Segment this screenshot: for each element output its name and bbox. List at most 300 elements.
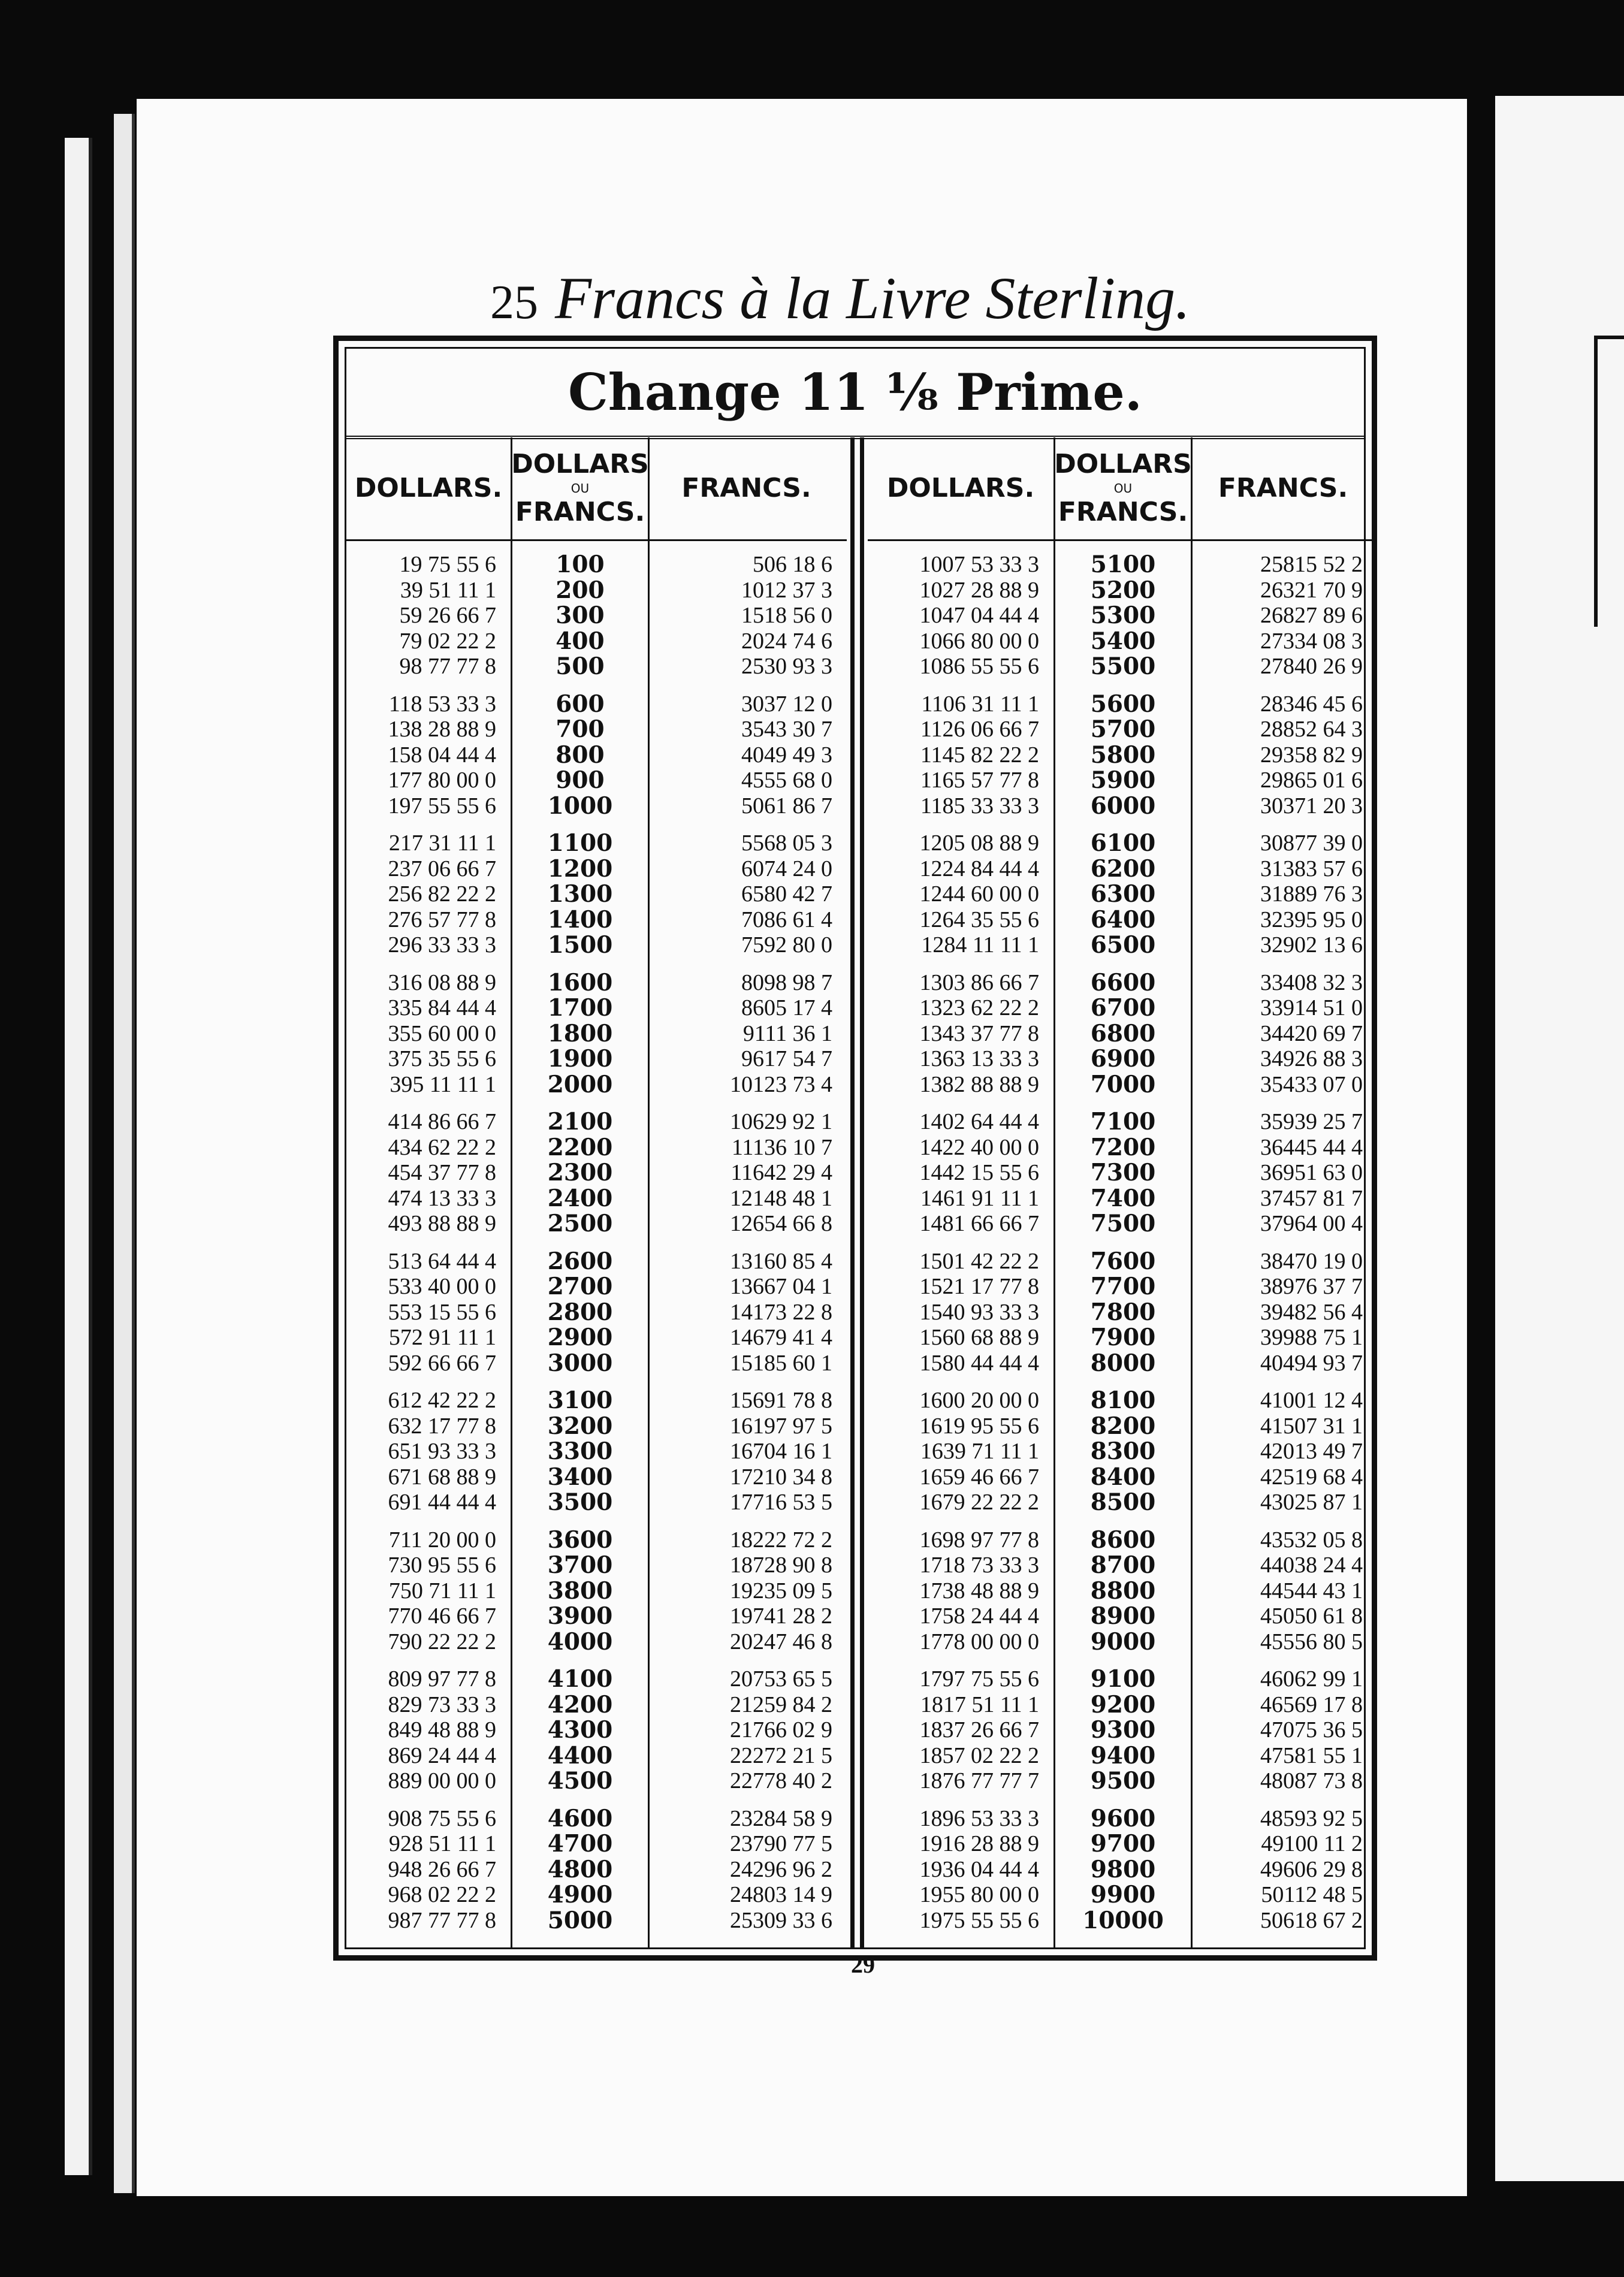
table-cell: 1145 82 22 2: [920, 742, 1039, 768]
row-group: [646, 1249, 847, 1376]
table-cell: 5300: [1090, 602, 1156, 629]
table-cell: 7300: [1090, 1159, 1156, 1186]
table-cell: 42519 68 4: [1260, 1464, 1363, 1490]
table-cell: 8700: [1090, 1551, 1156, 1579]
table-cell: 2900: [547, 1324, 613, 1351]
table-cell: 32902 13 6: [1260, 932, 1363, 958]
table-cell: 13160 85 4: [730, 1248, 832, 1274]
exchange-table: [333, 336, 1377, 1961]
table-cell: 2800: [547, 1298, 613, 1326]
table-cell: 5600: [1090, 690, 1156, 718]
row-group: [346, 1388, 511, 1515]
table-cell: 1797 75 55 6: [919, 1666, 1039, 1692]
table-cell: 7800: [1090, 1298, 1156, 1326]
table-cell: 1224 84 44 4: [919, 856, 1039, 881]
row-group: [1055, 970, 1191, 1098]
table-cell: 7400: [1090, 1184, 1156, 1212]
table-cell: 1012 37 3: [741, 577, 832, 603]
table-cell: 47581 55 1: [1260, 1743, 1363, 1768]
table-cell: 276 57 77 8: [388, 907, 496, 932]
table-cell: 500: [556, 653, 605, 680]
table-cell: 1521 17 77 8: [919, 1274, 1039, 1299]
row-group: [1189, 1666, 1377, 1794]
table-cell: 6100: [1090, 829, 1156, 857]
table-cell: 968 02 22 2: [388, 1882, 496, 1907]
table-cell: 592 66 66 7: [388, 1350, 496, 1376]
table-cell: 8800: [1090, 1577, 1156, 1605]
table-cell: 1955 80 00 0: [919, 1882, 1039, 1907]
row-group: [512, 1666, 648, 1794]
table-cell: 800: [556, 741, 605, 769]
table-cell: 9900: [1090, 1881, 1156, 1908]
francs-column-header: FRANCS.: [1189, 437, 1377, 541]
table-cell: 1896 53 33 3: [919, 1805, 1039, 1831]
table-cell: 8605 17 4: [741, 995, 832, 1020]
table-cell: 1244 60 00 0: [919, 881, 1039, 907]
table-cell: 2600: [547, 1247, 613, 1275]
table-cell: 11642 29 4: [731, 1160, 832, 1185]
table-cell: 25309 33 6: [730, 1907, 832, 1933]
table-cell: 8200: [1090, 1412, 1156, 1440]
table-cell: 1800: [547, 1019, 613, 1047]
table-cell: 1639 71 11 1: [920, 1439, 1039, 1464]
table-cell: 19235 09 5: [730, 1578, 832, 1603]
table-cell: 7700: [1090, 1273, 1156, 1300]
row-group: [1055, 1388, 1191, 1515]
table-cell: 2200: [547, 1133, 613, 1161]
units-values: [1055, 541, 1191, 1933]
table-cell: 30371 20 3: [1260, 793, 1363, 819]
table-cell: 1264 35 55 6: [919, 907, 1039, 932]
table-cell: 158 04 44 4: [388, 742, 496, 768]
table-cell: 14679 41 4: [730, 1325, 832, 1350]
table-cell: 7600: [1090, 1247, 1156, 1275]
table-cell: 1936 04 44 4: [919, 1856, 1039, 1882]
row-group: [512, 1388, 648, 1515]
table-cell: 1382 88 88 9: [919, 1071, 1039, 1097]
table-cell: 31383 57 6: [1260, 856, 1363, 881]
table-cell: 1758 24 44 4: [919, 1603, 1039, 1629]
table-cell: 47075 36 5: [1260, 1717, 1363, 1743]
table-cell: 651 93 33 3: [388, 1439, 496, 1464]
table-cell: 1857 02 22 2: [919, 1743, 1039, 1768]
table-cell: 98 77 77 8: [399, 654, 496, 679]
table-cell: 28852 64 3: [1260, 717, 1363, 742]
table-cell: 3400: [547, 1463, 613, 1491]
table-cell: 1284 11 11 1: [921, 932, 1039, 958]
dollars-column: [868, 437, 1054, 1947]
center-double-rule: [847, 437, 868, 1947]
table-cell: 1461 91 11 1: [920, 1185, 1039, 1211]
units-header-dollars: DOLLARS: [511, 449, 649, 479]
table-cell: 9000: [1090, 1627, 1156, 1656]
table-cell: 100: [556, 551, 605, 578]
table-cell: 730 95 55 6: [388, 1553, 496, 1578]
table-cell: 987 77 77 8: [388, 1907, 496, 1933]
table-cell: 5500: [1090, 653, 1156, 680]
table-cell: 40494 93 7: [1260, 1350, 1363, 1376]
table-cell: 7200: [1090, 1133, 1156, 1161]
row-group: [868, 1666, 1054, 1794]
table-cell: 2000: [547, 1070, 613, 1098]
table-cell: 43025 87 1: [1260, 1490, 1363, 1515]
table-cell: 20753 65 5: [730, 1666, 832, 1692]
row-group: [346, 1527, 511, 1655]
table-cell: 50618 67 2: [1260, 1907, 1363, 1933]
table-cell: 28346 45 6: [1260, 691, 1363, 717]
row-group: [512, 970, 648, 1098]
table-cell: 4100: [547, 1665, 613, 1693]
table-cell: 6400: [1090, 905, 1156, 934]
table-cell: 8400: [1090, 1463, 1156, 1491]
table-cell: 2700: [547, 1273, 613, 1300]
table-cell: 7000: [1090, 1070, 1156, 1098]
table-cell: 8098 98 7: [741, 970, 832, 995]
francs-column: [1189, 437, 1377, 1947]
table-cell: 3200: [547, 1412, 613, 1440]
table-cell: 42013 49 7: [1260, 1439, 1363, 1464]
row-group: [1189, 1388, 1377, 1515]
table-cell: 9111 36 1: [742, 1020, 832, 1046]
table-cell: 300: [556, 602, 605, 629]
table-cell: 41001 12 4: [1260, 1388, 1363, 1413]
table-cell: 6700: [1090, 994, 1156, 1022]
table-cell: 18222 72 2: [730, 1527, 832, 1553]
table-cell: 7592 80 0: [741, 932, 832, 958]
table-cell: 45556 80 5: [1260, 1629, 1363, 1654]
table-cell: 1363 13 33 3: [919, 1046, 1039, 1071]
row-group: [346, 1249, 511, 1376]
row-group: [346, 552, 511, 680]
table-cell: 41507 31 1: [1260, 1413, 1363, 1439]
row-group: [1055, 1249, 1191, 1376]
table-cell: 200: [556, 576, 605, 604]
table-cell: 5800: [1090, 741, 1156, 769]
table-cell: 12148 48 1: [730, 1185, 832, 1211]
row-group: [868, 831, 1054, 958]
table-cell: 39988 75 1: [1260, 1325, 1363, 1350]
table-cell: 2530 93 3: [741, 654, 832, 679]
table-cell: 1027 28 88 9: [919, 577, 1039, 603]
row-group: [1055, 552, 1191, 680]
row-group: [346, 691, 511, 819]
francs-values: [1189, 541, 1377, 1933]
page-number-top: 25: [490, 276, 538, 329]
table-cell: 7500: [1090, 1210, 1156, 1237]
francs-column: [646, 437, 847, 1947]
table-cell: 829 73 33 3: [388, 1692, 496, 1717]
table-cell: 24803 14 9: [730, 1882, 832, 1907]
table-cell: 4600: [547, 1804, 613, 1832]
table-cell: 1679 22 22 2: [919, 1490, 1039, 1515]
row-group: [512, 1527, 648, 1655]
table-cell: 1600 20 00 0: [919, 1388, 1039, 1413]
table-cell: 7086 61 4: [741, 907, 832, 932]
row-group: [346, 831, 511, 958]
table-cell: 600: [556, 690, 605, 718]
table-cell: 948 26 66 7: [388, 1856, 496, 1882]
table-cell: 7100: [1090, 1108, 1156, 1136]
table-cell: 34926 88 3: [1260, 1046, 1363, 1071]
table-cell: 4900: [547, 1881, 613, 1908]
table-cell: 553 15 55 6: [388, 1299, 496, 1325]
table-cell: 17210 34 8: [730, 1464, 832, 1490]
table-cell: 26827 89 6: [1260, 603, 1363, 628]
running-title: [490, 264, 1269, 342]
table-cell: 474 13 33 3: [388, 1185, 496, 1211]
table-cell: 1323 62 22 2: [919, 995, 1039, 1020]
table-cell: 4400: [547, 1741, 613, 1769]
table-cell: 16197 97 5: [730, 1413, 832, 1439]
table-cell: 10000: [1082, 1906, 1164, 1934]
table-cell: 48087 73 8: [1260, 1768, 1363, 1793]
table-heading: Change 11 ⅛ Prime.: [346, 349, 1364, 439]
table-cell: 1700: [547, 994, 613, 1022]
table-cell: 1066 80 00 0: [919, 628, 1039, 654]
table-cell: 138 28 88 9: [388, 717, 496, 742]
table-cell: 39482 56 4: [1260, 1299, 1363, 1325]
table-cell: 849 48 88 9: [388, 1717, 496, 1743]
table-cell: 10629 92 1: [730, 1109, 832, 1134]
table-cell: 9400: [1090, 1741, 1156, 1769]
table-cell: 59 26 66 7: [399, 603, 496, 628]
table-cell: 6900: [1090, 1045, 1156, 1073]
table-cell: 6300: [1090, 880, 1156, 908]
table-cell: 256 82 22 2: [388, 881, 496, 907]
dollars-column-header: DOLLARS.: [346, 437, 511, 541]
row-group: [1189, 691, 1377, 819]
table-cell: 1876 77 77 7: [919, 1768, 1039, 1793]
table-cell: 1501 42 22 2: [919, 1248, 1039, 1274]
table-cell: 8600: [1090, 1526, 1156, 1554]
table-cell: 6500: [1090, 931, 1156, 959]
table-cell: 700: [556, 715, 605, 743]
table-cell: 3600: [547, 1526, 613, 1554]
row-group: [1189, 552, 1377, 680]
units-header-francs: FRANCS.: [1058, 497, 1188, 527]
table-cell: 5700: [1090, 715, 1156, 743]
row-group: [868, 1249, 1054, 1376]
units-column-header: [512, 437, 648, 541]
table-cell: 32395 95 0: [1260, 907, 1363, 932]
table-cell: 1300: [547, 880, 613, 908]
table-cell: 6800: [1090, 1019, 1156, 1047]
table-cell: 44544 43 1: [1260, 1578, 1363, 1603]
table-cell: 5568 05 3: [741, 831, 832, 856]
table-cell: 3300: [547, 1438, 613, 1465]
table-cell: 35433 07 0: [1260, 1071, 1363, 1097]
table-cell: 3037 12 0: [741, 691, 832, 717]
table-cell: 1659 46 66 7: [919, 1464, 1039, 1490]
table-left-half: [346, 437, 847, 1947]
table-cell: 2500: [547, 1210, 613, 1237]
table-cell: 50112 48 5: [1261, 1882, 1363, 1907]
table-cell: 44038 24 4: [1260, 1553, 1363, 1578]
table-cell: 1402 64 44 4: [919, 1109, 1039, 1134]
table-cell: 5061 86 7: [741, 793, 832, 819]
units-header-francs: FRANCS.: [515, 497, 645, 527]
row-group: [646, 552, 847, 680]
table-cell: 8300: [1090, 1438, 1156, 1465]
table-cell: 750 71 11 1: [388, 1578, 496, 1603]
table-cell: 197 55 55 6: [388, 793, 496, 819]
table-cell: 1126 06 66 7: [920, 717, 1039, 742]
table-cell: 27840 26 9: [1260, 654, 1363, 679]
table-cell: 1560 68 88 9: [919, 1325, 1039, 1350]
table-cell: 33914 51 0: [1260, 995, 1363, 1020]
units-values: [512, 541, 648, 1933]
table-cell: 3700: [547, 1551, 613, 1579]
table-cell: 35939 25 7: [1260, 1109, 1363, 1134]
table-cell: 34420 69 7: [1260, 1020, 1363, 1046]
row-group: [646, 1527, 847, 1655]
table-cell: 7900: [1090, 1324, 1156, 1351]
row-group: [646, 1806, 847, 1934]
table-cell: 632 17 77 8: [388, 1413, 496, 1439]
table-cell: 900: [556, 766, 605, 794]
row-group: [646, 1666, 847, 1794]
table-cell: 22272 21 5: [730, 1743, 832, 1768]
table-cell: 1500: [547, 931, 613, 959]
table-cell: 11136 10 7: [731, 1134, 832, 1160]
row-group: [646, 970, 847, 1098]
page-number-bottom: 29: [851, 1951, 875, 1978]
row-group: [346, 1806, 511, 1934]
table-cell: 20247 46 8: [730, 1629, 832, 1654]
table-cell: 43532 05 8: [1260, 1527, 1363, 1553]
table-cell: 1400: [547, 905, 613, 934]
table-cell: 296 33 33 3: [388, 932, 496, 958]
table-cell: 2024 74 6: [741, 628, 832, 654]
row-group: [512, 552, 648, 680]
table-cell: 513 64 44 4: [388, 1248, 496, 1274]
row-group: [868, 1109, 1054, 1237]
units-column-header: [1055, 437, 1191, 541]
row-group: [346, 970, 511, 1098]
table-cell: 17716 53 5: [730, 1490, 832, 1515]
table-cell: 22778 40 2: [730, 1768, 832, 1793]
table-cell: 395 11 11 1: [390, 1071, 496, 1097]
table-cell: 711 20 00 0: [388, 1527, 496, 1553]
row-group: [646, 831, 847, 958]
table-cell: 889 00 00 0: [388, 1768, 496, 1793]
table-cell: 335 84 44 4: [388, 995, 496, 1020]
table-cell: 869 24 44 4: [388, 1743, 496, 1768]
table-cell: 1481 66 66 7: [919, 1211, 1039, 1236]
table-cell: 572 91 11 1: [388, 1325, 496, 1350]
row-group: [868, 552, 1054, 680]
row-group: [1055, 1527, 1191, 1655]
table-cell: 21259 84 2: [730, 1692, 832, 1717]
table-cell: 434 62 22 2: [388, 1134, 496, 1160]
table-cell: 414 86 66 7: [388, 1109, 496, 1134]
table-cell: 1343 37 77 8: [919, 1020, 1039, 1046]
table-cell: 3100: [547, 1387, 613, 1414]
table-cell: 3543 30 7: [741, 717, 832, 742]
table-cell: 49100 11 2: [1261, 1831, 1363, 1856]
row-group: [1189, 1109, 1377, 1237]
table-cell: 1580 44 44 4: [919, 1350, 1039, 1376]
table-cell: 29358 82 9: [1260, 742, 1363, 768]
table-cell: 4300: [547, 1716, 613, 1744]
table-cell: 38976 37 7: [1260, 1274, 1363, 1299]
table-cell: 27334 08 3: [1260, 628, 1363, 654]
table-cell: 790 22 22 2: [388, 1629, 496, 1654]
table-cell: 6600: [1090, 968, 1156, 996]
table-cell: 1442 15 55 6: [919, 1160, 1039, 1185]
table-cell: 928 51 11 1: [388, 1831, 496, 1856]
row-group: [646, 1109, 847, 1237]
table-cell: 19 75 55 6: [399, 552, 496, 577]
table-cell: 400: [556, 627, 605, 655]
table-cell: 1165 57 77 8: [920, 768, 1039, 793]
row-group: [512, 1806, 648, 1934]
table-cell: 1185 33 33 3: [920, 793, 1039, 819]
table-cell: 1619 95 55 6: [919, 1413, 1039, 1439]
table-cell: 1422 40 00 0: [919, 1134, 1039, 1160]
table-cell: 4500: [547, 1767, 613, 1795]
francs-column-header: FRANCS.: [646, 437, 847, 541]
table-cell: 46569 17 8: [1260, 1692, 1363, 1717]
row-group: [1055, 831, 1191, 958]
table-cell: 8100: [1090, 1387, 1156, 1414]
table-cell: 237 06 66 7: [388, 856, 496, 881]
table-cell: 1718 73 33 3: [919, 1553, 1039, 1578]
dollars-column-header: DOLLARS.: [868, 437, 1054, 541]
table-cell: 39 51 11 1: [400, 577, 496, 603]
row-group: [512, 691, 648, 819]
table-cell: 9300: [1090, 1716, 1156, 1744]
table-cell: 1600: [547, 968, 613, 996]
table-cell: 375 35 55 6: [388, 1046, 496, 1071]
page-stack-edge: [65, 138, 92, 2175]
table-cell: 9600: [1090, 1804, 1156, 1832]
dollars-values: [346, 541, 511, 1933]
table-cell: 37964 00 4: [1260, 1211, 1363, 1236]
table-cell: 809 97 77 8: [388, 1666, 496, 1692]
table-cell: 1540 93 33 3: [919, 1299, 1039, 1325]
table-cell: 36951 63 0: [1260, 1160, 1363, 1185]
table-cell: 4800: [547, 1855, 613, 1883]
table-cell: 9617 54 7: [741, 1046, 832, 1071]
row-group: [646, 691, 847, 819]
table-cell: 1303 86 66 7: [919, 970, 1039, 995]
table-cell: 9500: [1090, 1767, 1156, 1795]
table-cell: 1200: [547, 854, 613, 883]
table-cell: 6580 42 7: [741, 881, 832, 907]
table-cell: 1698 97 77 8: [919, 1527, 1039, 1553]
table-cell: 493 88 88 9: [388, 1211, 496, 1236]
table-cell: 16704 16 1: [730, 1439, 832, 1464]
table-cell: 2100: [547, 1108, 613, 1136]
table-cell: 25815 52 2: [1260, 552, 1363, 577]
table-cell: 1738 48 88 9: [919, 1578, 1039, 1603]
row-group: [1055, 1109, 1191, 1237]
table-cell: 15185 60 1: [730, 1350, 832, 1376]
table-cell: 48593 92 5: [1260, 1805, 1363, 1831]
table-cell: 4700: [547, 1830, 613, 1858]
row-group: [1189, 831, 1377, 958]
table-cell: 6074 24 0: [741, 856, 832, 881]
table-cell: 19741 28 2: [730, 1603, 832, 1629]
row-group: [1055, 691, 1191, 819]
table-cell: 1205 08 88 9: [919, 831, 1039, 856]
table-cell: 1916 28 88 9: [919, 1831, 1039, 1856]
row-group: [1189, 970, 1377, 1098]
exchange-table-inner: [345, 347, 1366, 1949]
table-cell: 671 68 88 9: [388, 1464, 496, 1490]
table-cell: 1817 51 11 1: [920, 1692, 1039, 1717]
